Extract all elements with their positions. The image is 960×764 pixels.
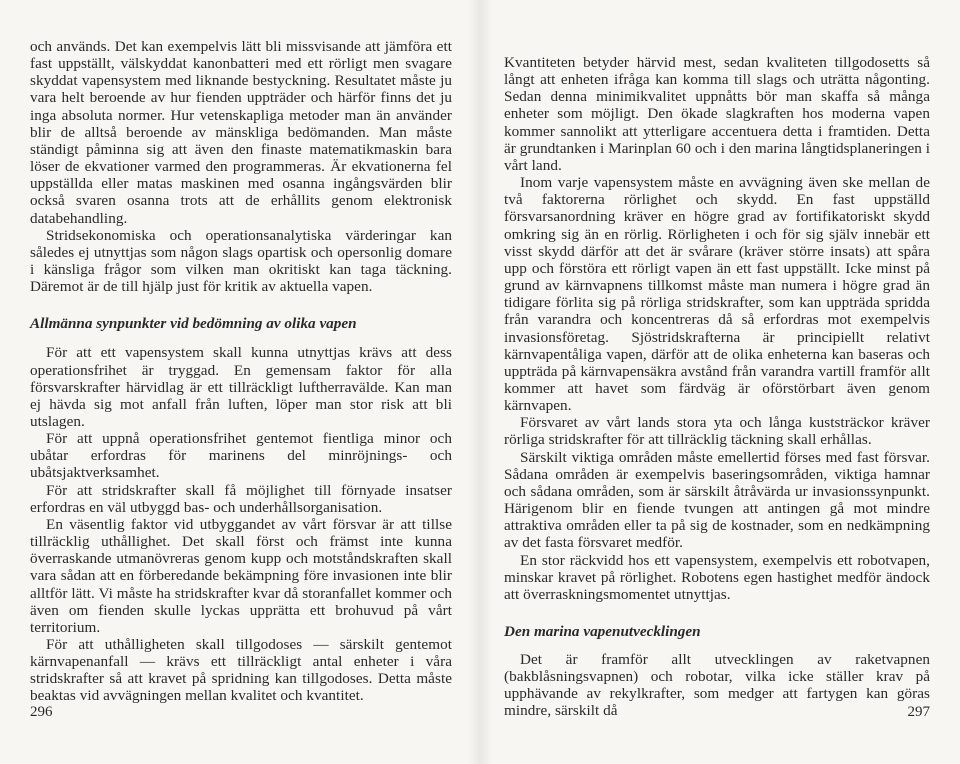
right-paragraph-4: Särskilt viktiga områden måste emellertid förses med fast försvar. Sådana områden är exempelvis baseringsområden, viktiga hamnar och sådana områden, som är särskilt åtråvärda ur invasionssynpunkt. Härigenom blir en fiende tvungen att antingen gå mot mindre attraktiva områden eller ta på sig de kostnader, som en nedkämpning av det fasta försvaret medför.	[504, 448, 930, 552]
right-paragraph-2: Inom varje vapensystem måste en avvägning även ske mellan de två faktorerna rörlighet och skydd. En fast uppställd försvarsanordning kräver en högre grad av fortifikatoriskt skydd omkring sig än en rörlig. Rörligheten i och för sig själv innebär ett visst skydd därför att det är svårare (kräver större insats) att spåra upp och förstöra ett rörligt vapen än ett fast uppställt. Icke minst på grund av kärnvapnens tillkomst måste man numera i högre grad än tidigare förlita sig på rörliga stridskrafter, som kan uppträda spridda från varandra och koncentreras då så erfordras mot exempelvis invasionsföretag. Sjöstridskrafterna är principiellt relativt kärnvapentåliga vapen, därför att de olika enheterna kan baseras och uppträda på kärnvapensäkra avstånd från varandra vartill framför allt kommer att havet som färdväg är oförstörbart även genom kärnvapen.	[504, 174, 930, 415]
left-page-text-column	[30, 38, 452, 705]
right-paragraph-6: Det är framför allt utvecklingen av raketvapnen (bakblåsningsvapnen) och robotar, vilka icke ställer krav på upphävande av rekylkrafter, som medger att fartygen kan göras mindre, särskilt då	[504, 651, 930, 720]
right-page	[480, 0, 960, 764]
left-paragraph-7: För att uthålligheten skall tillgodoses — särskilt gentemot kärnvapenanfall — krävs ett tillräckligt antal enheter i våra stridskrafter så att kravet på spridning kan tillgodoses. Detta måste beaktas vid avvägningen mellan kvalitet och kvantitet.	[30, 636, 452, 705]
right-page-text-column	[504, 54, 930, 720]
left-paragraph-2: Stridsekonomiska och operationsanalytiska värderingar kan således ej utnyttjas som någon slags opartisk och opersonlig domare i känsliga frågor som vilken man okritiskt kan taga täckning. Däremot är de till hjälp just för kritik av aktuella vapen.	[30, 226, 452, 296]
left-paragraph-4: För att uppnå operationsfrihet gentemot fientliga minor och ubåtar erfordras för marinens del minröjnings- och ubåtsjaktverksamhet.	[30, 430, 452, 482]
right-paragraph-3: Försvaret av vårt lands stora yta och långa kuststräckor kräver rörliga stridskrafter för att tillräcklig täckning skall erhållas.	[504, 414, 930, 449]
left-section-heading: Allmänna synpunkter vid bedömning av olika vapen	[30, 315, 357, 333]
right-paragraph-1: Kvantiteten betyder härvid mest, sedan kvaliteten tillgodosetts så långt att enheten ifråga kan komma till slags och uträtta någonting. Sedan denna minimikvalitet uppnåtts bör man skaffa så många enheter som möjligt. Den ökade slagkraften hos moderna vapen kommer sannolikt att ytterligare accentuera detta i framtiden. Detta är grundtanken i Marinplan 60 och i den marina långtidsplaneringen i vårt land.	[504, 54, 930, 174]
left-paragraph-6: En väsentlig faktor vid utbyggandet av vårt försvar är att tillse tillräcklig uthållighet. Det skall först och främst inte kunna överraskande utmanövreras genom kupp och motståndskraften skall vara sådan att en förberedande bekämpning före invasionen inte blir alltför lätt. Vi måste ha stridskrafter kvar då storanfallet kommer och även om fienden skulle lyckas upprätta ett brohuvud på vårt territorium.	[30, 515, 452, 636]
left-paragraph-3: För att ett vapensystem skall kunna utnyttjas krävs att dess operationsfrihet är tryggad. En gemensam faktor för alla försvarskrafter härvidlag är ett tillräckligt luftherravälde. Kan man ej hävda sig mot anfall från luften, löper man stor risk att bli utslagen.	[30, 344, 452, 430]
right-section-heading: Den marina vapenutvecklingen	[504, 623, 701, 640]
right-page-number: 297	[907, 704, 930, 720]
left-page-number: 296	[30, 704, 53, 720]
left-paragraph-1: och används. Det kan exempelvis lätt bli missvisande att jämföra ett fast uppställt, välskyddat kanonbatteri med ett rörligt men svagare skyddat vapensystem med liknande bestyckning. Resultatet måste ju vara helt beroende av hur fienden uppträder och härför finns det ju inga absoluta normer. Hur vetenskapliga metoder man än använder blir de alltså beroende av mänskliga bedömanden. Man måste ständigt påminna sig att även den finaste matematikmaskin bara löser de ekvationer varmed den programmeras. Är ekvationerna fel uppställda eller matas maskinen med osanna ingångsvärden blir också svaren osanna trots att de erhållits genom elektronisk databehandling.	[30, 38, 452, 227]
right-paragraph-5: En stor räckvidd hos ett vapensystem, exempelvis ett robotvapen, minskar kravet på rörlighet. Robotens egen hastighet medför ändock att överraskningsmomentet utnyttjas.	[504, 551, 930, 603]
left-paragraph-5: För att stridskrafter skall få möjlighet till förnyade insatser erfordras en väl utbyggd bas- och underhållsorganisation.	[30, 481, 452, 516]
